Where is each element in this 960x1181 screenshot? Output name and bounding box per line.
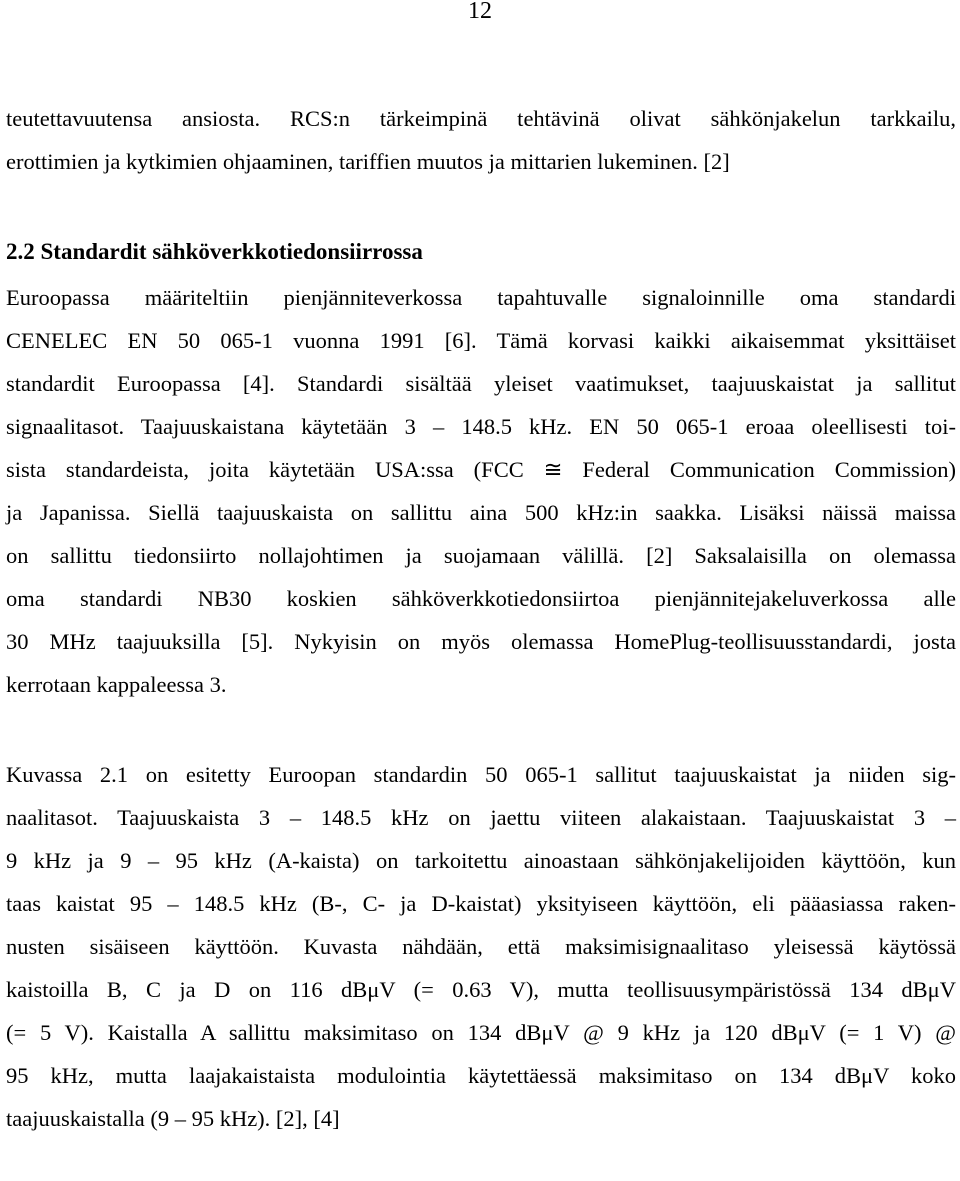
section-heading: 2.2 Standardit sähköverkkotiedonsiirrossa bbox=[6, 239, 423, 264]
paragraph-1-line-1: teutettavuutensa ansiosta. RCS:n tärkeimpinä tehtävinä olivat sähkönjakelun tarkkailu, bbox=[6, 106, 956, 131]
paragraph-2-line-4: signaalitasot. Taajuuskaistana käytetään 3 – 148.5 kHz. EN 50 065-1 eroaa oleellisesti toi- bbox=[6, 414, 956, 439]
paragraph-2-line-8: oma standardi NB30 koskien sähköverkkotiedonsiirtoa pienjännitejakeluverkossa alle bbox=[6, 586, 956, 611]
page-number: 12 bbox=[468, 0, 492, 24]
paragraph-1-line-2: erottimien ja kytkimien ohjaaminen, tariffien muutos ja mittarien lukeminen. [2] bbox=[6, 149, 730, 174]
paragraph-2-line-3: standardit Euroopassa [4]. Standardi sisältää yleiset vaatimukset, taajuuskaistat ja sallitut bbox=[6, 371, 956, 396]
paragraph-3-line-7: (= 5 V). Kaistalla A sallittu maksimitaso on 134 dBμV @ 9 kHz ja 120 dBμV (= 1 V) @ bbox=[6, 1020, 956, 1045]
paragraph-3-line-2: naalitasot. Taajuuskaista 3 – 148.5 kHz on jaettu viiteen alakaistaan. Taajuuskaistat 3 – bbox=[6, 805, 956, 830]
paragraph-2-line-9: 30 MHz taajuuksilla [5]. Nykyisin on myös olemassa HomePlug-teollisuusstandardi, josta bbox=[6, 629, 956, 654]
paragraph-3-line-3: 9 kHz ja 9 – 95 kHz (A-kaista) on tarkoitettu ainoastaan sähkönjakelijoiden käyttöön, kun bbox=[6, 848, 956, 873]
paragraph-2-line-1: Euroopassa määriteltiin pienjänniteverkossa tapahtuvalle signaloinnille oma standardi bbox=[6, 285, 956, 310]
paragraph-2-line-10: kerrotaan kappaleessa 3. bbox=[6, 672, 227, 697]
paragraph-3-line-1: Kuvassa 2.1 on esitetty Euroopan standardin 50 065-1 sallitut taajuuskaistat ja niiden sig- bbox=[6, 762, 956, 787]
paragraph-3-line-6: kaistoilla B, C ja D on 116 dBμV (= 0.63 V), mutta teollisuusympäristössä 134 dBμV bbox=[6, 977, 956, 1002]
paragraph-3-line-4: taas kaistat 95 – 148.5 kHz (B-, C- ja D-kaistat) yksityiseen käyttöön, eli pääasiassa raken- bbox=[6, 891, 956, 916]
paragraph-2-line-2: CENELEC EN 50 065-1 vuonna 1991 [6]. Tämä korvasi kaikki aikaisemmat yksittäiset bbox=[6, 328, 956, 353]
paragraph-3-line-8: 95 kHz, mutta laajakaistaista modulointia käytettäessä maksimitaso on 134 dBμV koko bbox=[6, 1063, 956, 1088]
paragraph-2-line-7: on sallittu tiedonsiirto nollajohtimen ja suojamaan välillä. [2] Saksalaisilla on olemassa bbox=[6, 543, 956, 568]
paragraph-3-line-9: taajuuskaistalla (9 – 95 kHz). [2], [4] bbox=[6, 1106, 340, 1131]
paragraph-3-line-5: nusten sisäiseen käyttöön. Kuvasta nähdään, että maksimisignaalitaso yleisessä käytössä bbox=[6, 934, 956, 959]
paragraph-2-line-5: sista standardeista, joita käytetään USA:ssa (FCC ≅ Federal Communication Commission) bbox=[6, 457, 956, 482]
paragraph-2-line-6: ja Japanissa. Siellä taajuuskaista on sallittu aina 500 kHz:in saakka. Lisäksi näissä maissa bbox=[6, 500, 956, 525]
